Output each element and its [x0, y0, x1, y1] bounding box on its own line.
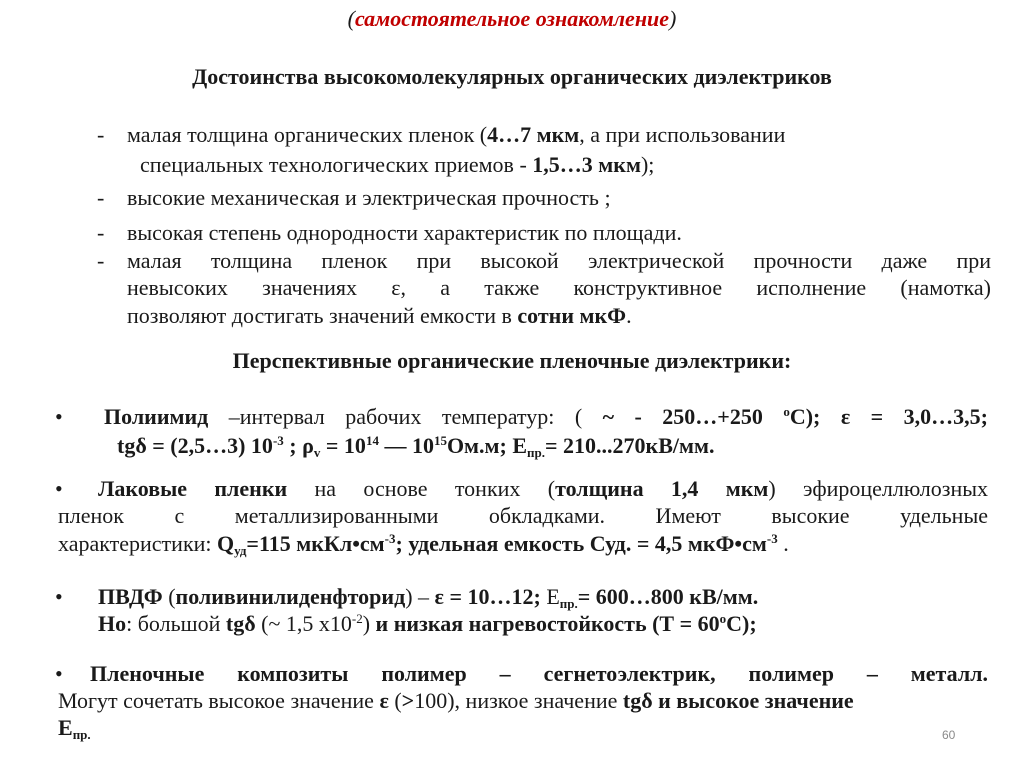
rho-exp-2: 15 — [433, 433, 447, 448]
comp-tg: tgδ — [622, 688, 653, 713]
note-text: самостоятельное ознакомление — [354, 6, 670, 31]
pvdf-heat: и низкая нагревостойкость (Т = 60 — [375, 611, 720, 636]
pvdf-line-2 — [98, 610, 757, 637]
self-study-note — [0, 6, 1024, 32]
note-paren-close: ) — [669, 6, 677, 31]
comp-gt: > — [401, 688, 415, 713]
pvdf-tg-exp: -2 — [351, 611, 363, 626]
page-title: Достоинства высокомолекулярных органических диэлектриков — [192, 64, 832, 89]
lacquer-name: Лаковые пленки — [98, 476, 288, 501]
a1b-text-2: ); — [640, 152, 655, 177]
e-pr-sub: пр. — [527, 445, 546, 460]
pvdf-heat-end: С); — [726, 611, 757, 636]
a1b-bold: 1,5…3 мкм — [532, 152, 641, 177]
rho: ; ρ — [283, 433, 314, 458]
pvdf-name: ПВДФ — [98, 584, 163, 609]
bullet-lacquer: • — [55, 476, 63, 501]
polyimide-name: Полиимид — [104, 404, 209, 429]
comp-e-sub: пр. — [72, 727, 91, 742]
e-pr-val: = 210...270кВ/мм. — [545, 433, 715, 458]
comp-low: 100), низкое значение — [414, 688, 623, 713]
polyimide-line-2 — [117, 432, 714, 459]
rho-val: = 10 — [320, 433, 366, 458]
lacquer-text: на основе тонких ( — [287, 476, 556, 501]
lacquer-char: характеристики: — [58, 531, 218, 556]
pvdf-p2: ) – — [405, 584, 435, 609]
advantage-1 — [127, 121, 785, 148]
composite-line-1: Пленочные композиты полимер – сегнетоэлектрик, полимер – металл. — [90, 661, 988, 686]
c-val: ; удельная емкость Суд. = 4,5 мкФ•см — [395, 531, 767, 556]
tg-delta: tgδ = (2,5…3) 10 — [117, 433, 273, 458]
pvdf-tg: tgδ — [225, 611, 256, 636]
dash-1: - — [97, 122, 105, 147]
advantage-1-cont — [140, 151, 654, 178]
pvdf-e-val: = 600…800 кВ/мм. — [577, 584, 759, 609]
pvdf-large: : большой — [126, 611, 226, 636]
polyimide-eps: С); ε = 3,0…3,5; — [789, 404, 988, 429]
q-exp: -3 — [384, 531, 396, 546]
advantage-2: высокие механическая и электрическая прочность ; — [127, 185, 611, 210]
composite-line-2 — [58, 687, 854, 714]
q-symbol: Q — [217, 531, 235, 556]
advantage-4-line-3 — [127, 302, 632, 329]
pvdf-line-1 — [98, 583, 758, 610]
polyimide-line-1 — [104, 403, 988, 430]
comp-paren: ( — [388, 688, 402, 713]
comp-text: Могут сочетать высокое значение — [58, 688, 380, 713]
polyimide-temp: ~ - 250…+250 — [602, 404, 784, 429]
a1-bold: 4…7 мкм — [487, 122, 580, 147]
c-exp: -3 — [766, 531, 778, 546]
section-subtitle: Перспективные органические пленочные диэлектрики: — [232, 348, 792, 373]
rho-val-2: — 10 — [378, 433, 434, 458]
tg-exp: -3 — [272, 433, 284, 448]
comp-high: и высокое значение — [658, 688, 854, 713]
rho-exp-1: 14 — [365, 433, 379, 448]
bullet-composite: • — [55, 661, 63, 686]
composite-line-3 — [58, 714, 91, 741]
pvdf-tg-val: (~ 1,5 х10 — [255, 611, 352, 636]
note-paren-open: ( — [347, 6, 355, 31]
advantage-4-line-1: малая толщина пленок при высокой электрической прочности даже при — [127, 248, 991, 273]
pvdf-p1: ( — [162, 584, 176, 609]
pvdf-but: Но — [98, 611, 127, 636]
pvdf-degree: о — [719, 611, 727, 626]
pvdf-paren: ) — [362, 611, 376, 636]
comp-e: Е — [58, 715, 73, 740]
a4-end: . — [626, 303, 632, 328]
page-number: 60 — [942, 728, 956, 742]
a1-text-2: , а при использовании — [579, 122, 786, 147]
lacquer-end: . — [777, 531, 789, 556]
a1b-text: специальных технологических приемов - — [140, 152, 533, 177]
bullet-polyimide: • — [55, 404, 63, 429]
polyimide-degree: o — [783, 404, 790, 419]
q-val: =115 мкКл•см — [246, 531, 385, 556]
q-sub: уд — [234, 543, 247, 558]
lacquer-text-2: ) эфироцеллюлозных — [768, 476, 988, 501]
lacquer-line-1 — [98, 475, 988, 502]
a1-text: малая толщина органических пленок ( — [127, 122, 488, 147]
advantage-3: высокая степень однородности характеристик по площади. — [127, 220, 682, 245]
a4-bold: сотни мкФ — [517, 303, 627, 328]
pvdf-e: Е — [540, 584, 560, 609]
dash-3: - — [97, 220, 105, 245]
dash-2: - — [97, 185, 105, 210]
polyimide-desc: –интервал рабочих температур: ( — [208, 404, 603, 429]
a4-text: позволяют достигать значений емкости в — [127, 303, 518, 328]
advantage-4-line-2: невысоких значениях ε, а также конструктивное исполнение (намотка) — [127, 275, 991, 300]
comp-eps: ε — [379, 688, 389, 713]
dash-4: - — [97, 248, 105, 273]
pvdf-eps: ε = 10…12; — [434, 584, 541, 609]
rho-sub: v — [313, 445, 321, 460]
lacquer-line-3 — [58, 530, 789, 557]
lacquer-thickness: толщина 1,4 мкм — [555, 476, 769, 501]
bullet-pvdf: • — [55, 584, 63, 609]
pvdf-e-sub: пр. — [559, 596, 578, 611]
pvdf-fullname: поливинилиденфторид — [175, 584, 406, 609]
lacquer-line-2: пленок с металлизированными обкладками. Имеют высокие удельные — [58, 503, 988, 528]
e-pr: Ом.м; Е — [446, 433, 528, 458]
